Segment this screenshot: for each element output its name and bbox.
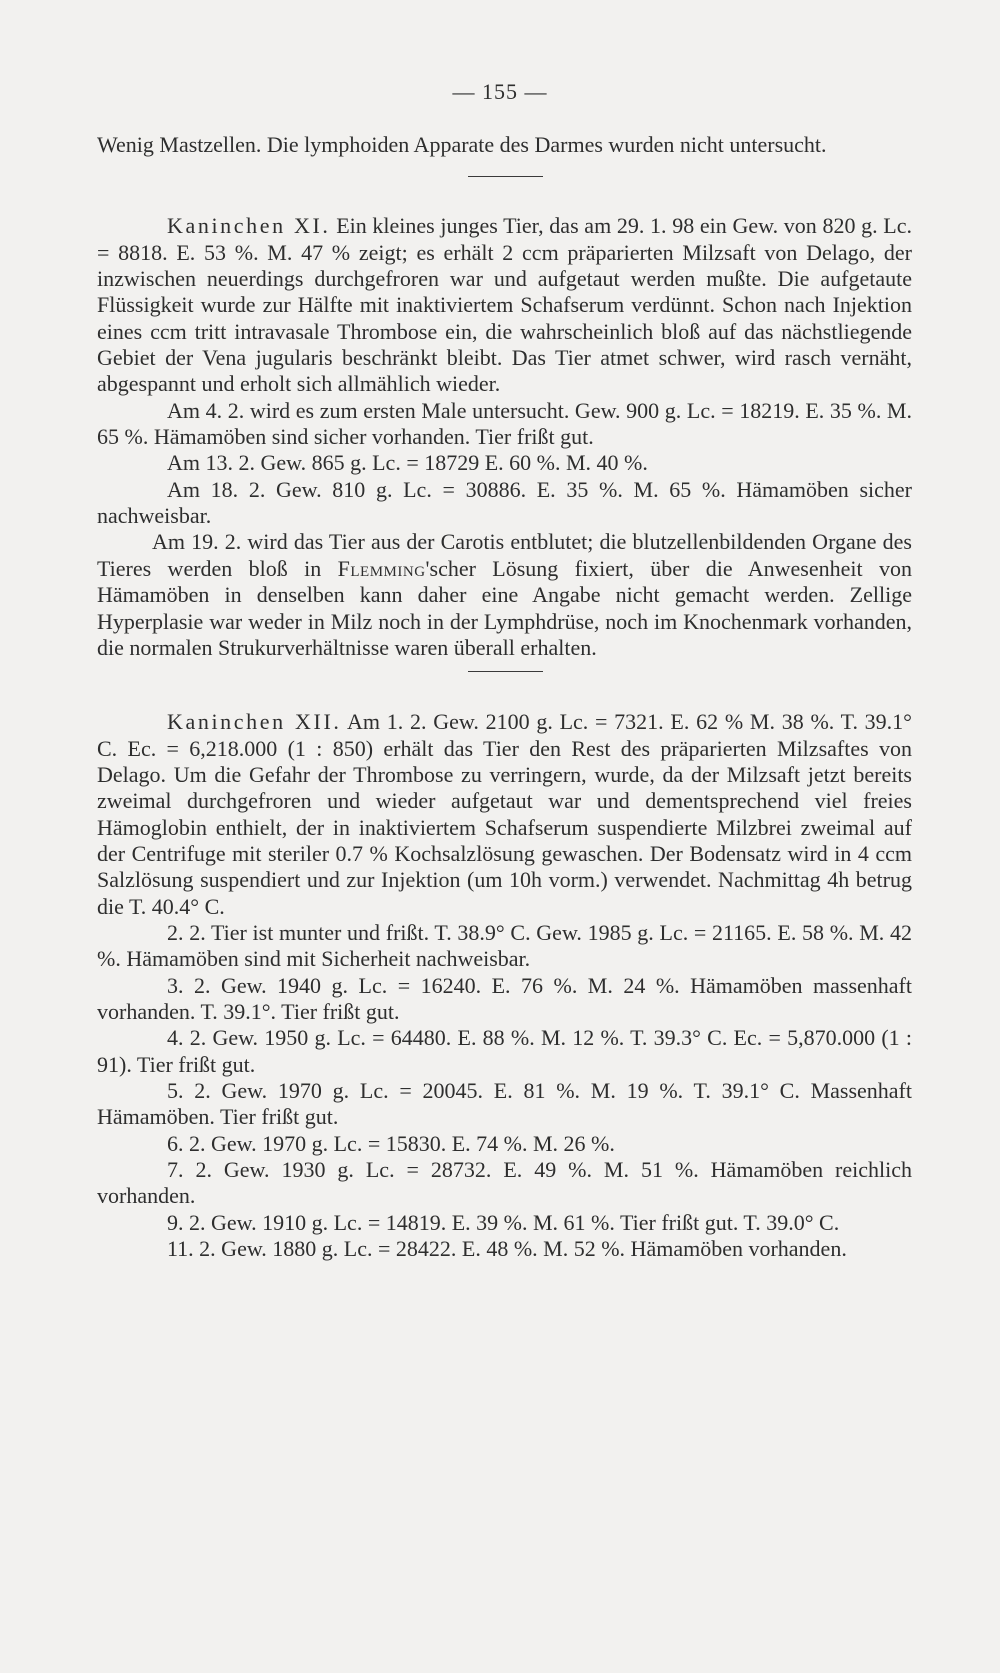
experiment-11-entry: Am 18. 2. Gew. 810 g. Lc. = 30886. E. 35 %. M. 65 %. Hämamöben sicher nachweisbar.	[97, 476, 912, 529]
experiment-12-text: Am 1. 2. Gew. 2100 g. Lc. = 7321. E. 62 % M. 38 %. T. 39.1° C. Ec. = 6,218.000 (1 : 850) erhält das Tier den Rest des präparierten Milzsaftes von Delago. Um die Gefahr der Thrombose zu verringern, wurde, da der Milzsaft jetzt bereits zweimal durchgefroren und wieder aufgetaut war und dementsprechend viel freies Hämoglobin enthielt, der in inaktiviertem Schafserum suspendierte Milzbrei zweimal auf der Centrifuge mit steriler 0.7 % Kochsalzlösung gewaschen. Der Bodensatz wird in 4 ccm Salzlösung suspendiert und zur Injektion (um 10h vorm.) verwendet. Nachmittag 4h betrug die T. 40.4° C.	[97, 709, 912, 919]
experiment-12-entry: 2. 2. Tier ist munter und frißt. T. 38.9° C. Gew. 1985 g. Lc. = 21165. E. 58 %. M. 42 %. Hämamöben sind mit Sicherheit nachweisbar.	[97, 919, 912, 972]
experiment-12-heading: Kaninchen XII.	[167, 709, 342, 735]
experiment-12-entry: 4. 2. Gew. 1950 g. Lc. = 64480. E. 88 %. M. 12 %. T. 39.3° C. Ec. = 5,870.000 (1 : 91). Tier frißt gut.	[97, 1025, 912, 1077]
experiment-12-entry: 9. 2. Gew. 1910 g. Lc. = 14819. E. 39 %. M. 61 %. Tier frißt gut. T. 39.0° C.	[167, 1209, 840, 1235]
experiment-12-entry: 11. 2. Gew. 1880 g. Lc. = 28422. E. 48 %. M. 52 %. Hämamöben vorhanden.	[167, 1236, 847, 1262]
page-number: — 155 —	[452, 79, 548, 104]
experiment-12-entry: 3. 2. Gew. 1940 g. Lc. = 16240. E. 76 %. M. 24 %. Hämamöben massenhaft vorhanden. T. 39.1°. Tier frißt gut.	[97, 972, 912, 1024]
author-name: Flemming	[337, 555, 426, 581]
experiment-11-entry: Am 4. 2. wird es zum ersten Male untersucht. Gew. 900 g. Lc. = 18219. E. 35 %. M. 65 %. Hämamöben sind sicher vorhanden. Tier frißt gut.	[97, 397, 912, 450]
body-text	[97, 132, 912, 1262]
experiment-11-heading: Kaninchen XI.	[167, 213, 331, 239]
experiment-11-text: Ein kleines junges Tier, das am 29. 1. 98 ein Gew. von 820 g. Lc. = 8818. E. 53 %. M. 47 % zeigt; es erhält 2 ccm präparierten Milzsaft von Delago, der inzwischen neuerdings durchgefroren war und aufgetaut werden mußte. Die aufgetaute Flüssigkeit wurde zur Hälfte mit inaktiviertem Schafserum verdünnt. Schon nach Injektion eines ccm tritt intravasale Thrombose ein, die wahrscheinlich bloß auf das nächstliegende Gebiet der Vena jugularis beschränkt bleibt. Das Tier atmet schwer, wird rasch vernäht, abgespannt und erholt sich allmählich wieder.	[97, 213, 913, 397]
experiment-12-paragraph	[97, 709, 912, 920]
experiment-12-entry: 6. 2. Gew. 1970 g. Lc. = 15830. E. 74 %. M. 26 %.	[167, 1130, 615, 1156]
experiment-11-paragraph	[97, 213, 912, 397]
intro-paragraph: Wenig Mastzellen. Die lymphoiden Apparate des Darmes wurden nicht untersucht.	[97, 132, 827, 157]
experiment-11-conclusion: Am 19. 2. wird das Tier aus der Carotis entblutet; die blutzellenbildenden Organe des Tieres werden bloß in Flemming'scher Lösung fixiert, über die Anwesenheit von Hämamöben in denselben kann daher eine Angabe nicht gemacht werden. Zellige Hyperplasie war weder in Milz noch in der Lymphdrüse, noch im Knochenmark vorhanden, die normalen Strukurverhältnisse waren überall erhalten.	[97, 529, 912, 660]
experiment-12-entry: 7. 2. Gew. 1930 g. Lc. = 28732. E. 49 %. M. 51 %. Hämamöben reichlich vorhanden.	[97, 1157, 912, 1209]
experiment-12-entry: 5. 2. Gew. 1970 g. Lc. = 20045. E. 81 %. M. 19 %. T. 39.1° C. Massenhaft Hämamöben. Tier frißt gut.	[97, 1078, 912, 1130]
experiment-11-entry: Am 13. 2. Gew. 865 g. Lc. = 18729 E. 60 %. M. 40 %.	[167, 450, 648, 476]
